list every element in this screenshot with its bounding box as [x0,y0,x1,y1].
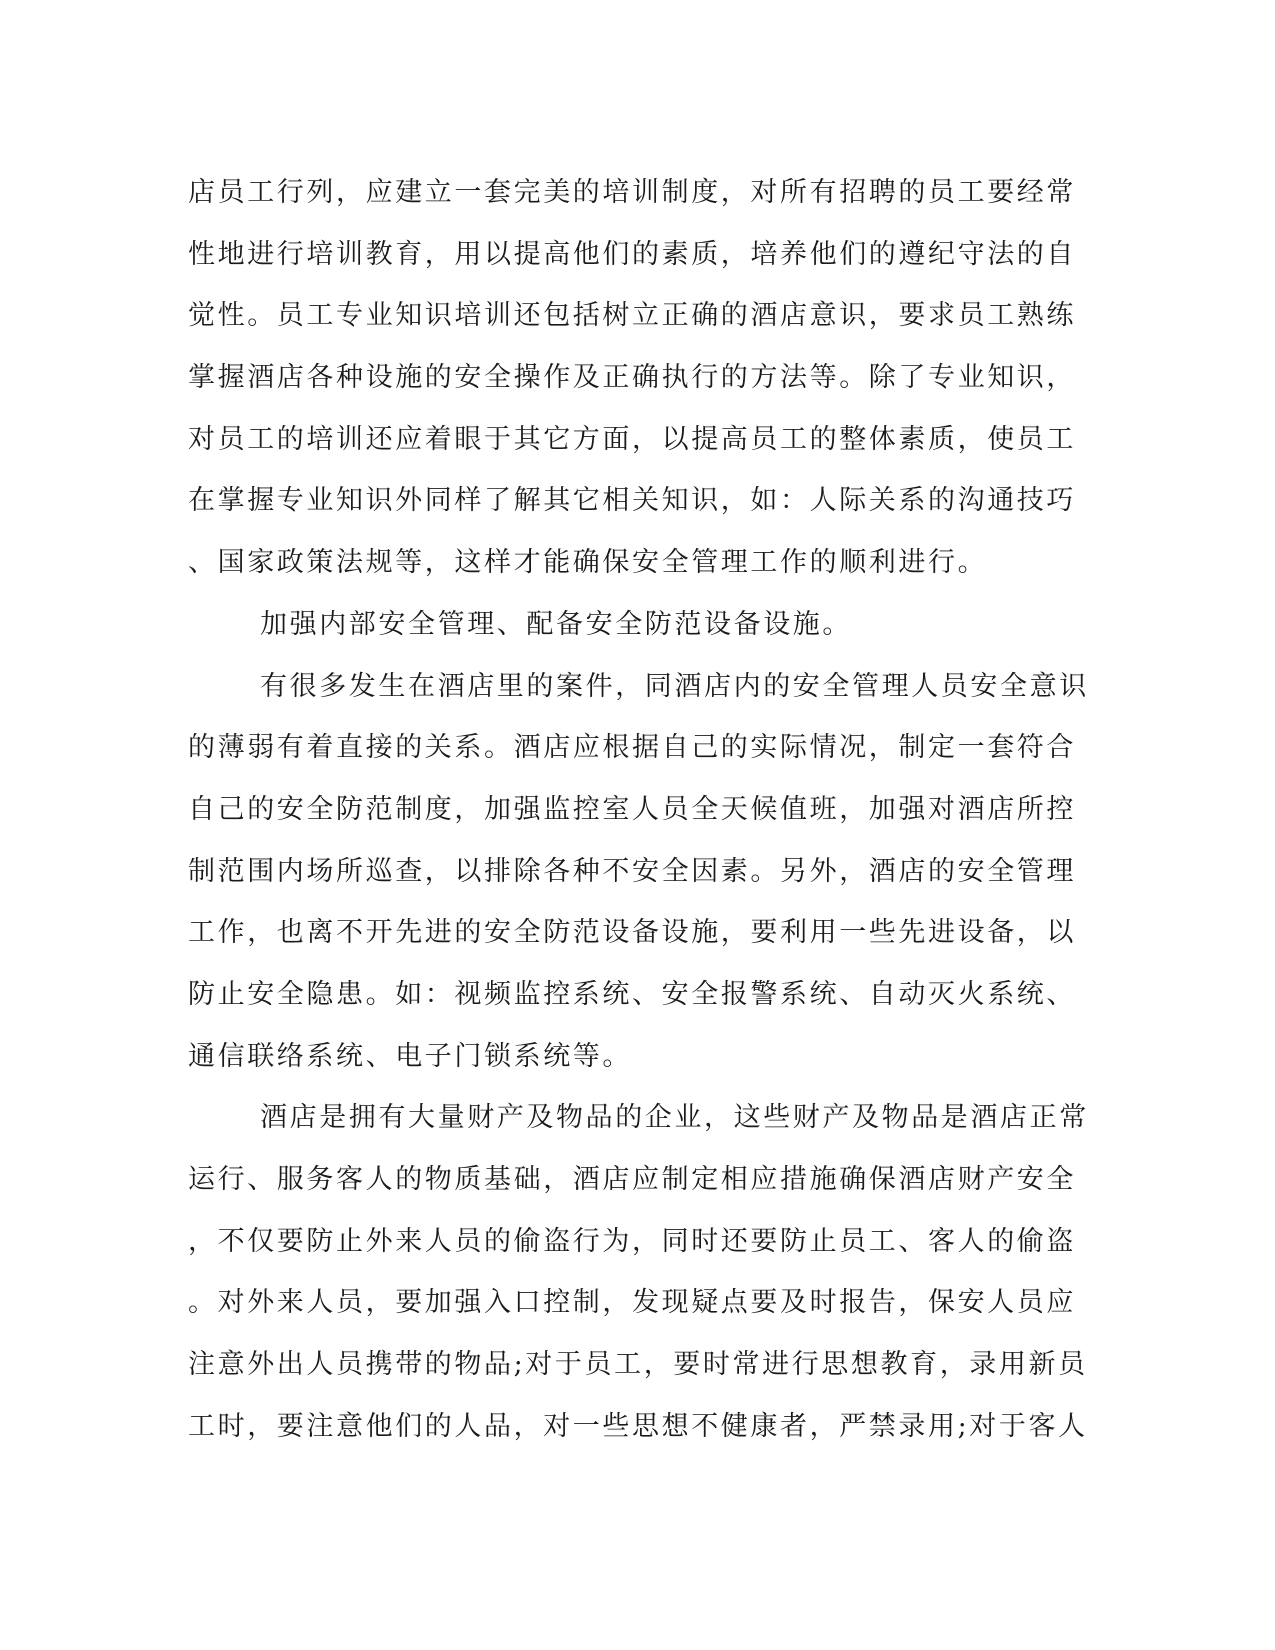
text-line-17: 运行、服务客人的物质基础，酒店应制定相应措施确保酒店财产安全 [188,1164,1076,1195]
section-heading: 加强内部安全管理、配备安全防范设备设施。 [260,608,852,640]
text-line-18: ，不仅要防止外来人员的偷盗行为，同时还要防止员工、客人的偷盗 [188,1225,1076,1257]
text-line-12: 制范围内场所巡查，以排除各种不安全因素。另外，酒店的安全管理 [188,855,1076,887]
text-line-14: 防止安全隐患。如：视频监控系统、安全报警系统、自动灭火系统、 [188,978,1076,1010]
text-line-13: 工作，也离不开先进的安全防范设备设施，要利用一些先进设备，以 [188,917,1076,949]
text-line-2: 性地进行培训教育，用以提高他们的素质，培养他们的遵纪守法的自 [188,238,1076,270]
text-line-19: 。对外来人员，要加强入口控制，发现疑点要及时报告，保安人员应 [188,1287,1076,1319]
text-line-4: 掌握酒店各种设施的安全操作及正确执行的方法等。除了专业知识， [188,362,1076,394]
text-line-20: 注意外出人员携带的物品;对于员工，要时常进行思想教育，录用新员 [188,1349,1088,1381]
text-line-7: 、国家政策法规等，这样才能确保安全管理工作的顺利进行。 [188,547,988,579]
text-line-5: 对员工的培训还应着眼于其它方面，以提高员工的整体素质，使员工 [188,423,1076,455]
text-line-1: 店员工行列，应建立一套完美的培训制度，对所有招聘的员工要经常 [188,177,1076,208]
text-line-6: 在掌握专业知识外同样了解其它相关知识，如：人际关系的沟通技巧 [188,485,1076,517]
text-line-11: 自己的安全防范制度，加强监控室人员全天候值班，加强对酒店所控 [188,793,1076,825]
text-line-3: 觉性。员工专业知识培训还包括树立正确的酒店意识，要求员工熟练 [188,300,1076,332]
text-line-21: 工时，要注意他们的人品，对一些思想不健康者，严禁录用;对于客人 [188,1410,1088,1442]
body-text [188,162,1089,1457]
text-line-15: 通信联络系统、电子门锁系统等。 [188,1040,632,1072]
text-line-9: 有很多发生在酒店里的案件，同酒店内的安全管理人员安全意识 [260,670,1089,702]
text-line-16: 酒店是拥有大量财产及物品的企业，这些财产及物品是酒店正常 [260,1102,1089,1134]
text-line-10: 的薄弱有着直接的关系。酒店应根据自己的实际情况，制定一套符合 [188,732,1076,764]
